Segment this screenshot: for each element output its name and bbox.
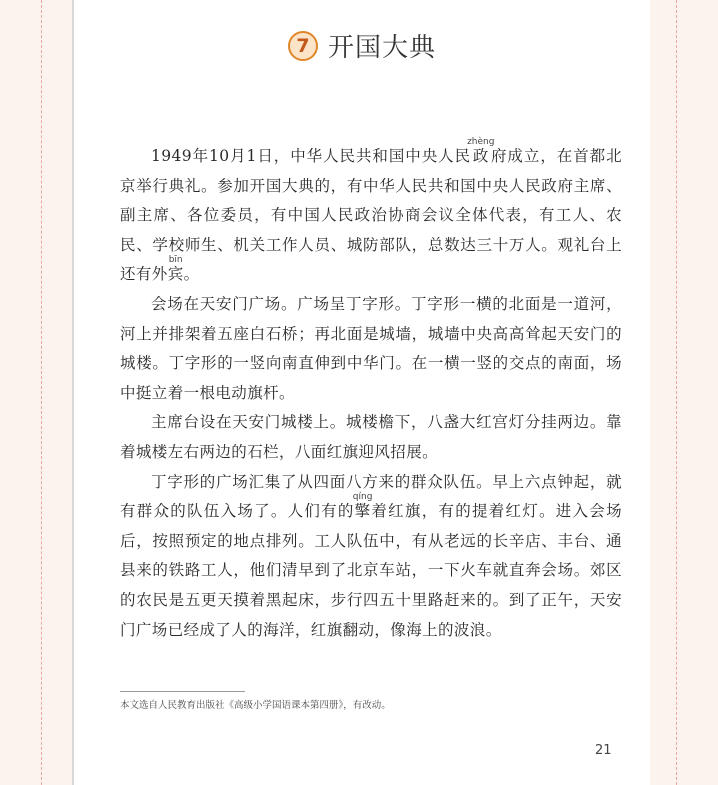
pinyin-annotation: 宾bīn	[167, 255, 184, 284]
left-dashed-border	[41, 0, 42, 785]
pinyin-annotation: 政zhèng	[467, 137, 495, 165]
lesson-title-text: 开国大典	[328, 33, 437, 63]
paragraph-4: 丁字形的广场汇集了从四面八方来的群众队伍。早上六点钟起，就有群众的队伍入场了。人们有的擎qíng着红旗，有的提着红灯。进入会场后，按照预定的地点排列。工人队伍中，有从老远的长辛店、丰台、通县来的铁路工人，他们清早到了北京车站，一下火车就直奔会场。郊区的农民是五更天摸着黑起床，步行四五十里路赶来的。到了正午，天安门广场已经成了人的海洋，红旗翻动，像海上的波浪。	[120, 472, 622, 639]
page-number: 21	[595, 743, 612, 758]
lesson-number-badge: 7	[288, 31, 318, 61]
paragraph-3: 主席台设在天安门城楼上。城楼檐下，八盏大红宫灯分挂两边。靠着城楼左右两边的石栏，八面红旗迎风招展。	[120, 413, 622, 461]
lesson-body	[120, 137, 622, 645]
textbook-page	[72, 0, 650, 785]
lesson-title	[288, 27, 436, 64]
right-dashed-border	[676, 0, 677, 785]
footnote-divider	[120, 691, 245, 692]
footnote: 本文选自人民教育出版社《高级小学国语课本第四册》，有改动。	[120, 700, 391, 711]
paragraph-2: 会场在天安门广场。广场呈丁字形。丁字形一横的北面是一道河，河上并排架着五座白石桥；再北面是城墙，城墙中央高高耸起天安门的城楼。丁字形的一竖向南直伸到中华门。在一横一竖的交点的南面，场中挺立着一根电动旗杆。	[120, 294, 622, 402]
pinyin-annotation: 擎qíng	[352, 492, 373, 521]
paragraph-1: 1949年10月1日，中华人民共和国中央人民政zhèng府成立，在首都北京举行典礼。参加开国大典的，有中华人民共和国中央人民政府主席、副主席、各位委员，有中国人民政治协商会议全体代表，有工人、农民、学校师生、机关工作人员、城防部队，总数达三十万人。观礼台上还有外宾bīn。	[120, 137, 622, 284]
